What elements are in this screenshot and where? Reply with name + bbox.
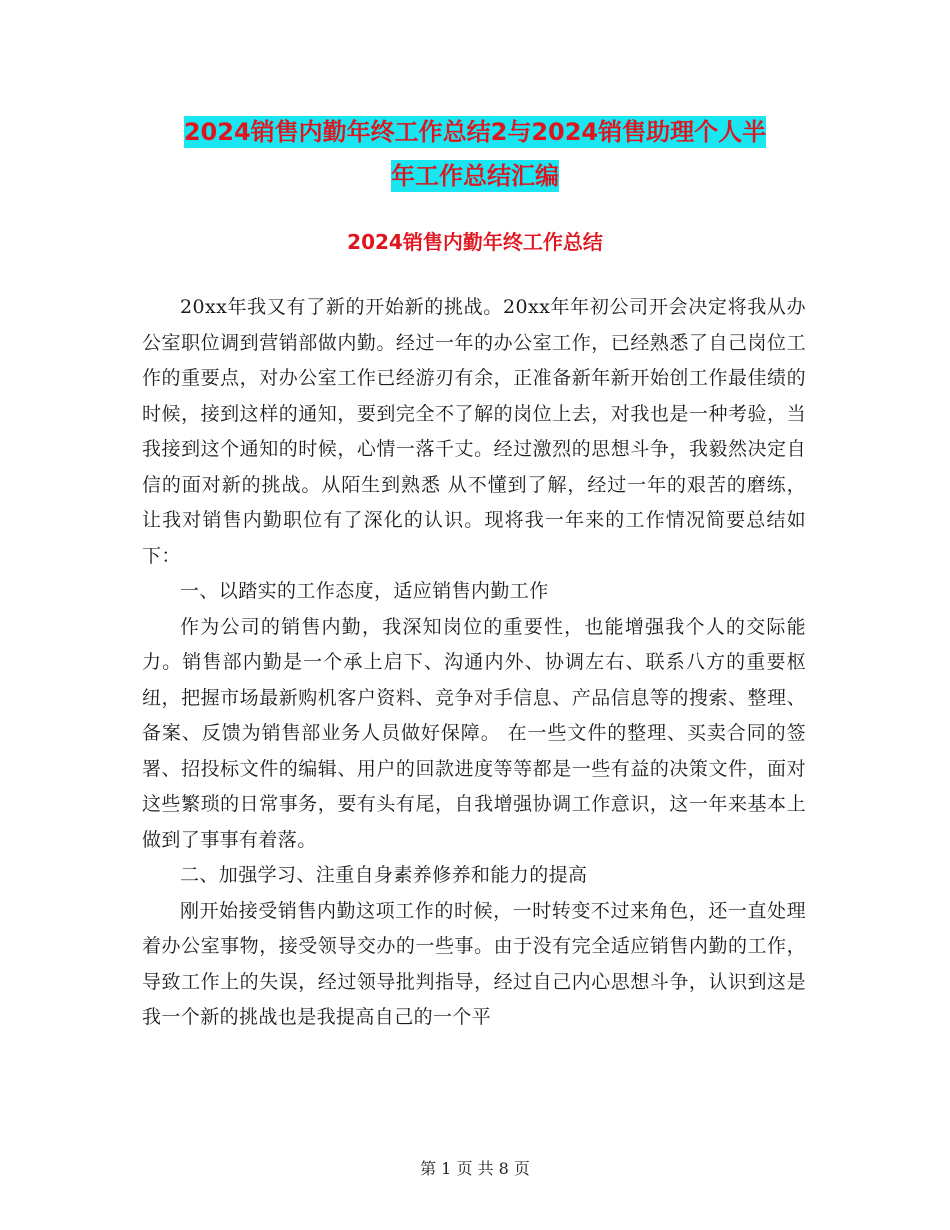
paragraph-2: 作为公司的销售内勤，我深知岗位的重要性，也能增强我个人的交际能力。销售部内勤是一个承上启下、沟通内外、协调左右、联系八方的重要枢纽，把握市场最新购机客户资料、竞争对手信息、产品信息等的搜索、整理、备案、反馈为销售部业务人员做好保障。 在一些文件的整理、买卖合同的签署、招投标文件的编辑、用户的回款进度等等都是一些有益的决策文件，面对这些繁琐的日常事务，要有头有尾，自我增强协调工作意识，这一年来基本上做到了事事有着落。 bbox=[142, 615, 806, 851]
paragraph-intro: 20xx年我又有了新的开始新的挑战。20xx年年初公司开会决定将我从办公室职位调到营销部做内勤。经过一年的办公室工作，已经熟悉了自己岗位工作的重要点，对办公室工作已经游刃有余，正准备新年新开始创工作最佳绩的时候，接到这样的通知，要到完全不了解的岗位上去，对我也是一种考验，当我接到这个通知的时候，心情一落千丈。经过激烈的思想斗争，我毅然决定自信的面对新的挑战。从陌生到熟悉 从不懂到了解，经过一年的艰苦的磨练，让我对销售内勤职位有了深化的认识。现将我一年来的工作情况简要总结如下： bbox=[142, 296, 806, 567]
page-footer: 第 1 页 共 8 页 bbox=[420, 1159, 530, 1178]
paragraph-4: 刚开始接受销售内勤这项工作的时候，一时转变不过来角色，还一直处理着办公室事物，接受领导交办的一些事。由于没有完全适应销售内勤的工作，导致工作上的失误，经过领导批判指导，经过自己内心思想斗争，认识到这是我一个新的挑战也是我提高自己的一个平 bbox=[142, 899, 806, 1028]
document-title-line-2 bbox=[140, 156, 810, 191]
document-title-text-2: 年工作总结汇编 bbox=[391, 162, 559, 190]
subheading-2: 二、加强学习、注重自身素养修养和能力的提高 bbox=[180, 864, 588, 886]
subheading-1: 一、以踏实的工作态度，适应销售内勤工作 bbox=[180, 580, 549, 602]
document-title-line-1 bbox=[140, 112, 810, 147]
section-heading: 2024销售内勤年终工作总结 bbox=[347, 230, 603, 254]
document-body bbox=[142, 290, 806, 1036]
document-title-text-1: 2024销售内勤年终工作总结2与2024销售助理个人半 bbox=[183, 118, 767, 146]
